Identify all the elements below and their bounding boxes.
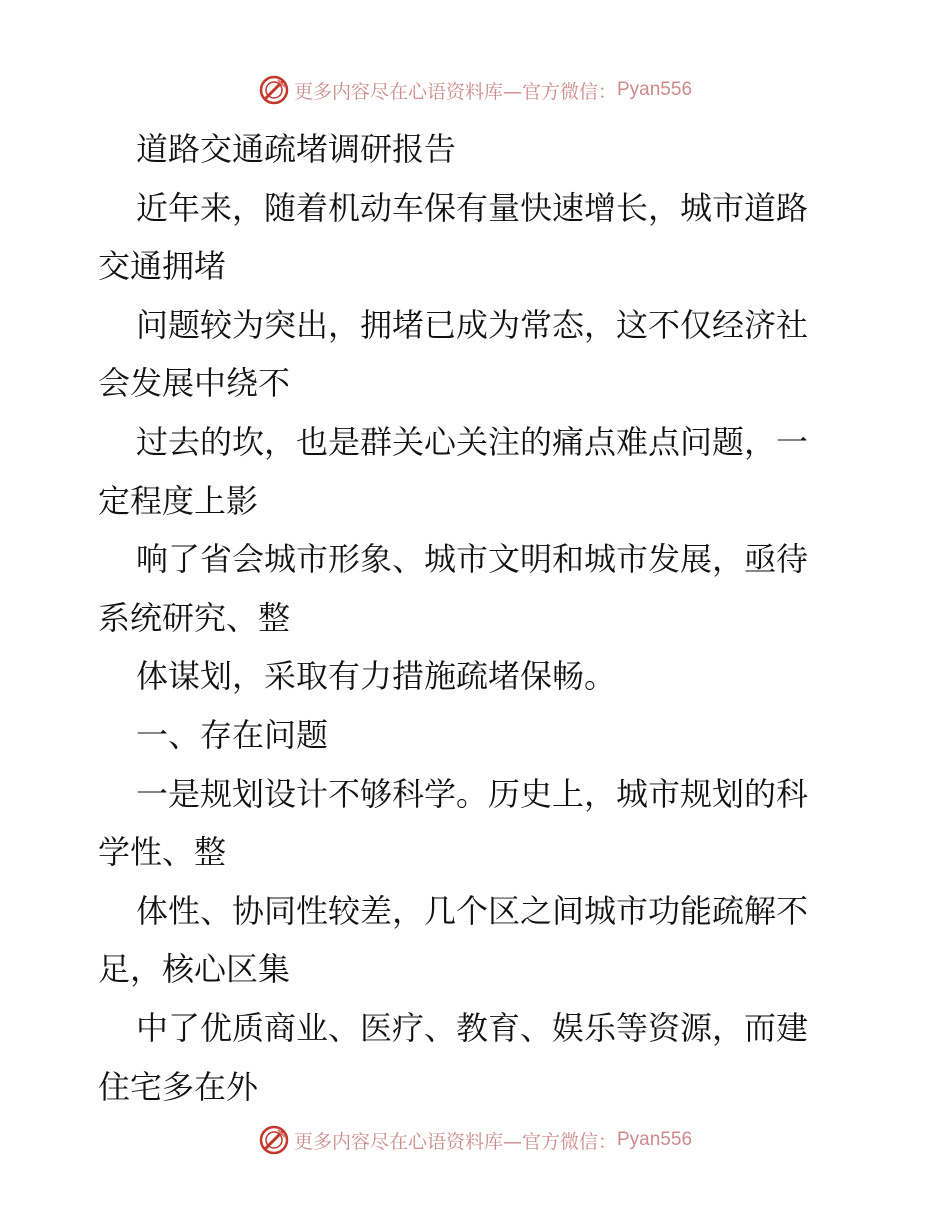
watermark-logo-icon bbox=[258, 1124, 290, 1156]
text-line: 问题较为突出，拥堵已成为常态，这不仅经济社 bbox=[136, 305, 809, 344]
header-watermark bbox=[0, 70, 950, 110]
text-line: 一是规划设计不够科学。历史上，城市规划的科 bbox=[136, 774, 809, 813]
text-line: 学性、整 bbox=[98, 833, 227, 872]
text-line: 体性、协同性较差，几个区之间城市功能疏解不 bbox=[136, 891, 809, 930]
watermark-logo-icon bbox=[258, 74, 290, 106]
text-line: 过去的坎，也是群关心关注的痛点难点问题，一 bbox=[136, 422, 809, 461]
watermark-wechat-id: Pyan556 bbox=[617, 1129, 693, 1150]
text-line: 系统研究、整 bbox=[98, 598, 291, 637]
text-line: 一、存在问题 bbox=[136, 715, 329, 754]
text-line: 响了省会城市形象、城市文明和城市发展，亟待 bbox=[136, 540, 809, 579]
text-line: 住宅多在外 bbox=[98, 1067, 259, 1106]
document-body bbox=[98, 120, 858, 1116]
text-line: 交通拥堵 bbox=[98, 247, 227, 286]
text-line: 近年来，随着机动车保有量快速增长，城市道路 bbox=[136, 188, 809, 227]
watermark-wechat-id: Pyan556 bbox=[617, 79, 693, 100]
text-line: 会发展中绕不 bbox=[98, 364, 291, 403]
text-line: 道路交通疏堵调研报告 bbox=[136, 130, 457, 168]
watermark-text: 更多内容尽在心语资料库—官方微信： bbox=[293, 1130, 617, 1153]
text-line: 定程度上影 bbox=[98, 481, 259, 520]
text-line: 体谋划，采取有力措施疏堵保畅。 bbox=[136, 657, 617, 696]
text-line: 中了优质商业、医疗、教育、娱乐等资源，而建 bbox=[136, 1008, 809, 1047]
footer-watermark bbox=[0, 1120, 950, 1160]
watermark-text: 更多内容尽在心语资料库—官方微信： bbox=[293, 80, 617, 103]
text-line: 足，核心区集 bbox=[98, 950, 291, 989]
